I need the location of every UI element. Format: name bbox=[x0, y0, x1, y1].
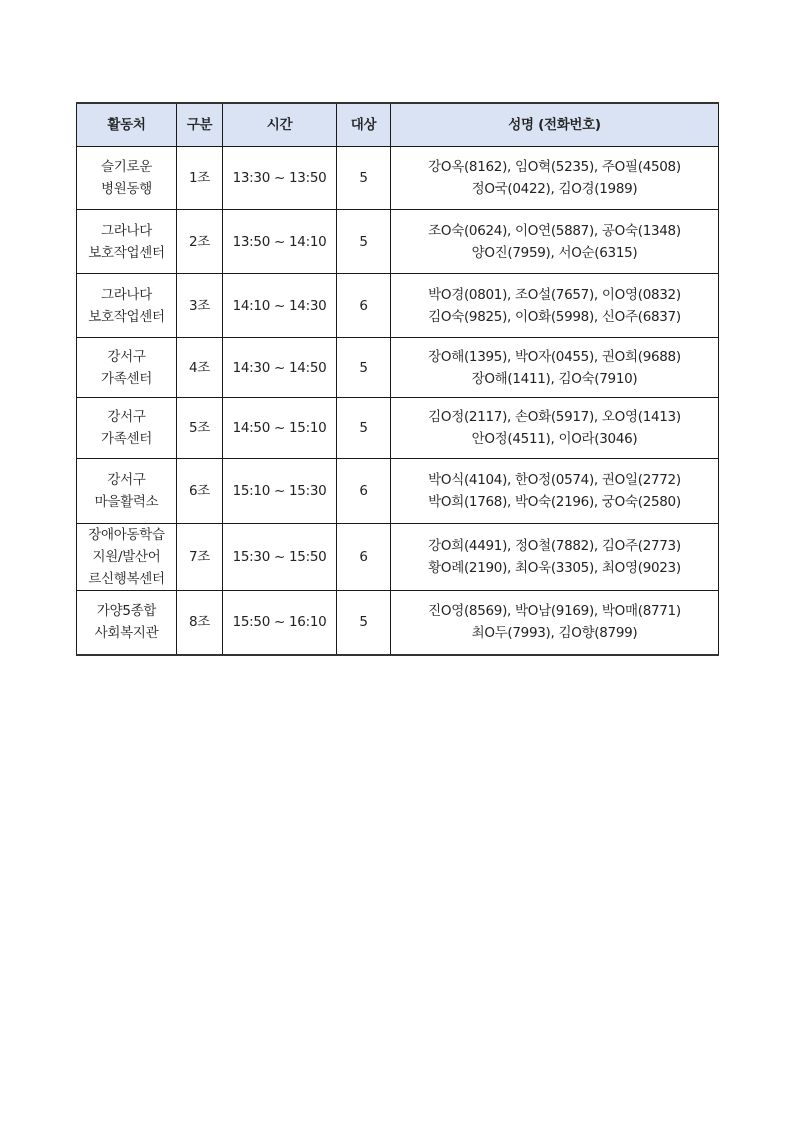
names-cell: 장O해(1395), 박O자(0455), 권O희(9688) 장O해(1411), 김O숙(7910) bbox=[391, 338, 719, 398]
count-cell: 5 bbox=[337, 210, 391, 274]
header-names: 성명 (전화번호) bbox=[391, 103, 719, 147]
time-cell: 14:30 ~ 14:50 bbox=[223, 338, 337, 398]
table-row bbox=[77, 338, 719, 398]
count-cell: 5 bbox=[337, 338, 391, 398]
group-cell: 7조 bbox=[177, 524, 223, 591]
schedule-table bbox=[76, 102, 719, 656]
table-row bbox=[77, 591, 719, 655]
table-body bbox=[77, 147, 719, 655]
count-cell: 5 bbox=[337, 398, 391, 459]
time-cell: 14:50 ~ 15:10 bbox=[223, 398, 337, 459]
count-cell: 5 bbox=[337, 591, 391, 655]
time-cell: 15:30 ~ 15:50 bbox=[223, 524, 337, 591]
place-cell: 그라나다 보호작업센터 bbox=[77, 210, 177, 274]
group-cell: 8조 bbox=[177, 591, 223, 655]
table-header bbox=[77, 103, 719, 147]
names-cell: 박O경(0801), 조O설(7657), 이O영(0832) 김O숙(9825), 이O화(5998), 신O주(6837) bbox=[391, 274, 719, 338]
group-cell: 2조 bbox=[177, 210, 223, 274]
place-cell: 슬기로운 병원동행 bbox=[77, 147, 177, 210]
table-row bbox=[77, 210, 719, 274]
header-place: 활동처 bbox=[77, 103, 177, 147]
count-cell: 6 bbox=[337, 459, 391, 524]
place-cell: 그라나다 보호작업센터 bbox=[77, 274, 177, 338]
group-cell: 4조 bbox=[177, 338, 223, 398]
place-cell: 가양5종합 사회복지관 bbox=[77, 591, 177, 655]
header-group: 구분 bbox=[177, 103, 223, 147]
names-cell: 김O정(2117), 손O화(5917), 오O영(1413) 안O정(4511), 이O라(3046) bbox=[391, 398, 719, 459]
header-count: 대상 bbox=[337, 103, 391, 147]
time-cell: 15:10 ~ 15:30 bbox=[223, 459, 337, 524]
group-cell: 3조 bbox=[177, 274, 223, 338]
place-cell: 강서구 가족센터 bbox=[77, 338, 177, 398]
names-cell: 강O희(4491), 정O철(7882), 김O주(2773) 황O례(2190), 최O욱(3305), 최O영(9023) bbox=[391, 524, 719, 591]
table-row bbox=[77, 274, 719, 338]
table-row bbox=[77, 459, 719, 524]
header-time: 시간 bbox=[223, 103, 337, 147]
group-cell: 1조 bbox=[177, 147, 223, 210]
names-cell: 조O숙(0624), 이O연(5887), 공O숙(1348) 양O진(7959), 서O순(6315) bbox=[391, 210, 719, 274]
table-row bbox=[77, 398, 719, 459]
place-cell: 장애아동학습 지원/발산어 르신행복센터 bbox=[77, 524, 177, 591]
place-cell: 강서구 가족센터 bbox=[77, 398, 177, 459]
count-cell: 6 bbox=[337, 274, 391, 338]
group-cell: 5조 bbox=[177, 398, 223, 459]
names-cell: 진O영(8569), 박O남(9169), 박O매(8771) 최O두(7993), 김O향(8799) bbox=[391, 591, 719, 655]
names-cell: 박O식(4104), 한O정(0574), 권O일(2772) 박O희(1768), 박O숙(2196), 궁O숙(2580) bbox=[391, 459, 719, 524]
names-cell: 강O옥(8162), 임O혁(5235), 주O필(4508) 정O국(0422), 김O경(1989) bbox=[391, 147, 719, 210]
time-cell: 13:30 ~ 13:50 bbox=[223, 147, 337, 210]
table-row bbox=[77, 524, 719, 591]
header-row bbox=[77, 103, 719, 147]
time-cell: 15:50 ~ 16:10 bbox=[223, 591, 337, 655]
table-row bbox=[77, 147, 719, 210]
group-cell: 6조 bbox=[177, 459, 223, 524]
count-cell: 6 bbox=[337, 524, 391, 591]
time-cell: 13:50 ~ 14:10 bbox=[223, 210, 337, 274]
time-cell: 14:10 ~ 14:30 bbox=[223, 274, 337, 338]
place-cell: 강서구 마을활력소 bbox=[77, 459, 177, 524]
count-cell: 5 bbox=[337, 147, 391, 210]
